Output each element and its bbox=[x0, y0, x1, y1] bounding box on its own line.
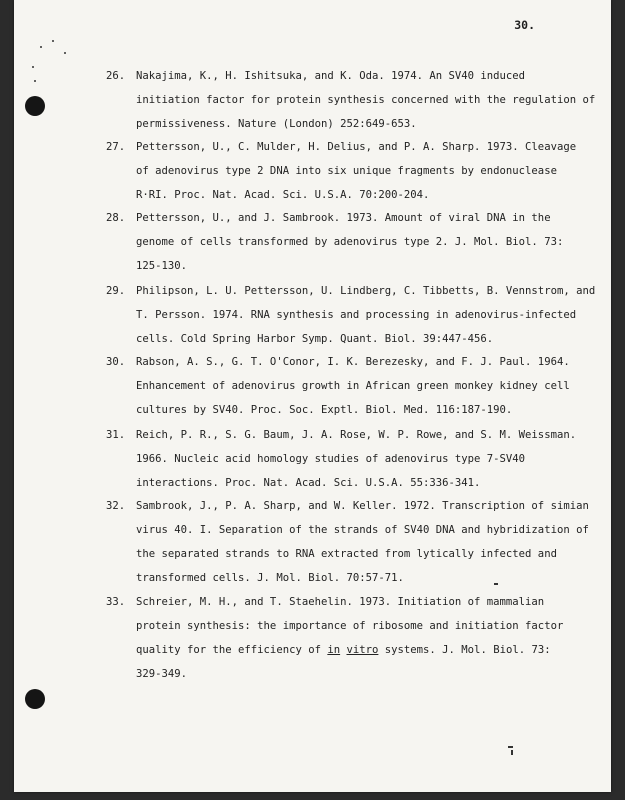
reference-line: Pettersson, U., and J. Sambrook. 1973. Amount of viral DNA in the bbox=[136, 212, 551, 224]
reference-30 bbox=[106, 350, 570, 422]
reference-28 bbox=[106, 206, 566, 278]
speck bbox=[494, 583, 498, 585]
reference-line: Sambrook, J., P. A. Sharp, and W. Keller. 1972. Transcription of simian bbox=[136, 500, 589, 512]
reference-number: 26. bbox=[106, 70, 126, 82]
reference-number: 33. bbox=[106, 596, 126, 608]
reference-line: Rabson, A. S., G. T. O'Conor, I. K. Berezesky, and F. J. Paul. 1964. bbox=[136, 356, 570, 368]
speck bbox=[64, 52, 66, 54]
speck bbox=[508, 746, 513, 748]
reference-line: cultures by SV40. Proc. Soc. Exptl. Biol. Med. 116:187-190. bbox=[136, 404, 513, 416]
reference-26 bbox=[106, 64, 596, 136]
reference-text: quality for the efficiency of bbox=[136, 644, 328, 656]
reference-line: initiation factor for protein synthesis concerned with the regulation of bbox=[136, 94, 596, 106]
reference-line bbox=[106, 638, 566, 662]
reference-27 bbox=[106, 135, 577, 207]
speck bbox=[511, 750, 513, 755]
reference-line: Nakajima, K., H. Ishitsuka, and K. Oda. 1974. An SV40 induced bbox=[136, 70, 526, 82]
reference-line: Reich, P. R., S. G. Baum, J. A. Rose, W. P. Rowe, and S. M. Weissman. bbox=[136, 429, 577, 441]
reference-32 bbox=[106, 494, 589, 590]
speck bbox=[52, 40, 54, 42]
reference-29 bbox=[106, 279, 596, 351]
reference-line: genome of cells transformed by adenovirus type 2. J. Mol. Biol. 73: bbox=[136, 236, 564, 248]
reference-number: 28. bbox=[106, 212, 126, 224]
reference-line: virus 40. I. Separation of the strands of SV40 DNA and hybridization of bbox=[136, 524, 589, 536]
reference-line: 329-349. bbox=[136, 668, 188, 680]
speck bbox=[34, 80, 36, 82]
document-page bbox=[14, 0, 611, 792]
reference-number: 32. bbox=[106, 500, 126, 512]
reference-line: the separated strands to RNA extracted from lytically infected and bbox=[136, 548, 557, 560]
reference-line: T. Persson. 1974. RNA synthesis and processing in adenovirus-infected bbox=[136, 309, 577, 321]
reference-number: 31. bbox=[106, 429, 126, 441]
reference-line: Philipson, L. U. Pettersson, U. Lindberg, C. Tibbetts, B. Vennstrom, and bbox=[136, 285, 596, 297]
italic-term-vitro: vitro bbox=[346, 644, 379, 656]
reference-31 bbox=[106, 423, 577, 495]
reference-line: Pettersson, U., C. Mulder, H. Delius, and P. A. Sharp. 1973. Cleavage bbox=[136, 141, 577, 153]
reference-number: 29. bbox=[106, 285, 126, 297]
speck bbox=[40, 46, 42, 48]
reference-line: interactions. Proc. Nat. Acad. Sci. U.S.A. 55:336-341. bbox=[136, 477, 481, 489]
reference-line: R·RI. Proc. Nat. Acad. Sci. U.S.A. 70:200-204. bbox=[136, 189, 430, 201]
reference-line: cells. Cold Spring Harbor Symp. Quant. Biol. 39:447-456. bbox=[136, 333, 494, 345]
page-number: 30. bbox=[514, 18, 535, 32]
speck bbox=[32, 66, 34, 68]
reference-line: permissiveness. Nature (London) 252:649-653. bbox=[136, 118, 417, 130]
reference-33 bbox=[106, 590, 566, 686]
binder-hole-top bbox=[25, 96, 45, 116]
reference-number: 27. bbox=[106, 141, 126, 153]
reference-line: of adenovirus type 2 DNA into six unique fragments by endonuclease bbox=[136, 165, 557, 177]
reference-text: systems. J. Mol. Biol. 73: bbox=[378, 644, 551, 656]
reference-line: 125-130. bbox=[136, 260, 188, 272]
reference-number: 30. bbox=[106, 356, 126, 368]
reference-line: transformed cells. J. Mol. Biol. 70:57-71. bbox=[136, 572, 404, 584]
reference-line: 1966. Nucleic acid homology studies of adenovirus type 7-SV40 bbox=[136, 453, 526, 465]
binder-hole-bottom bbox=[25, 689, 45, 709]
reference-line: protein synthesis: the importance of ribosome and initiation factor bbox=[136, 620, 564, 632]
reference-line: Enhancement of adenovirus growth in African green monkey kidney cell bbox=[136, 380, 570, 392]
italic-term-in: in bbox=[327, 644, 341, 656]
reference-line: Schreier, M. H., and T. Staehelin. 1973. Initiation of mammalian bbox=[136, 596, 545, 608]
